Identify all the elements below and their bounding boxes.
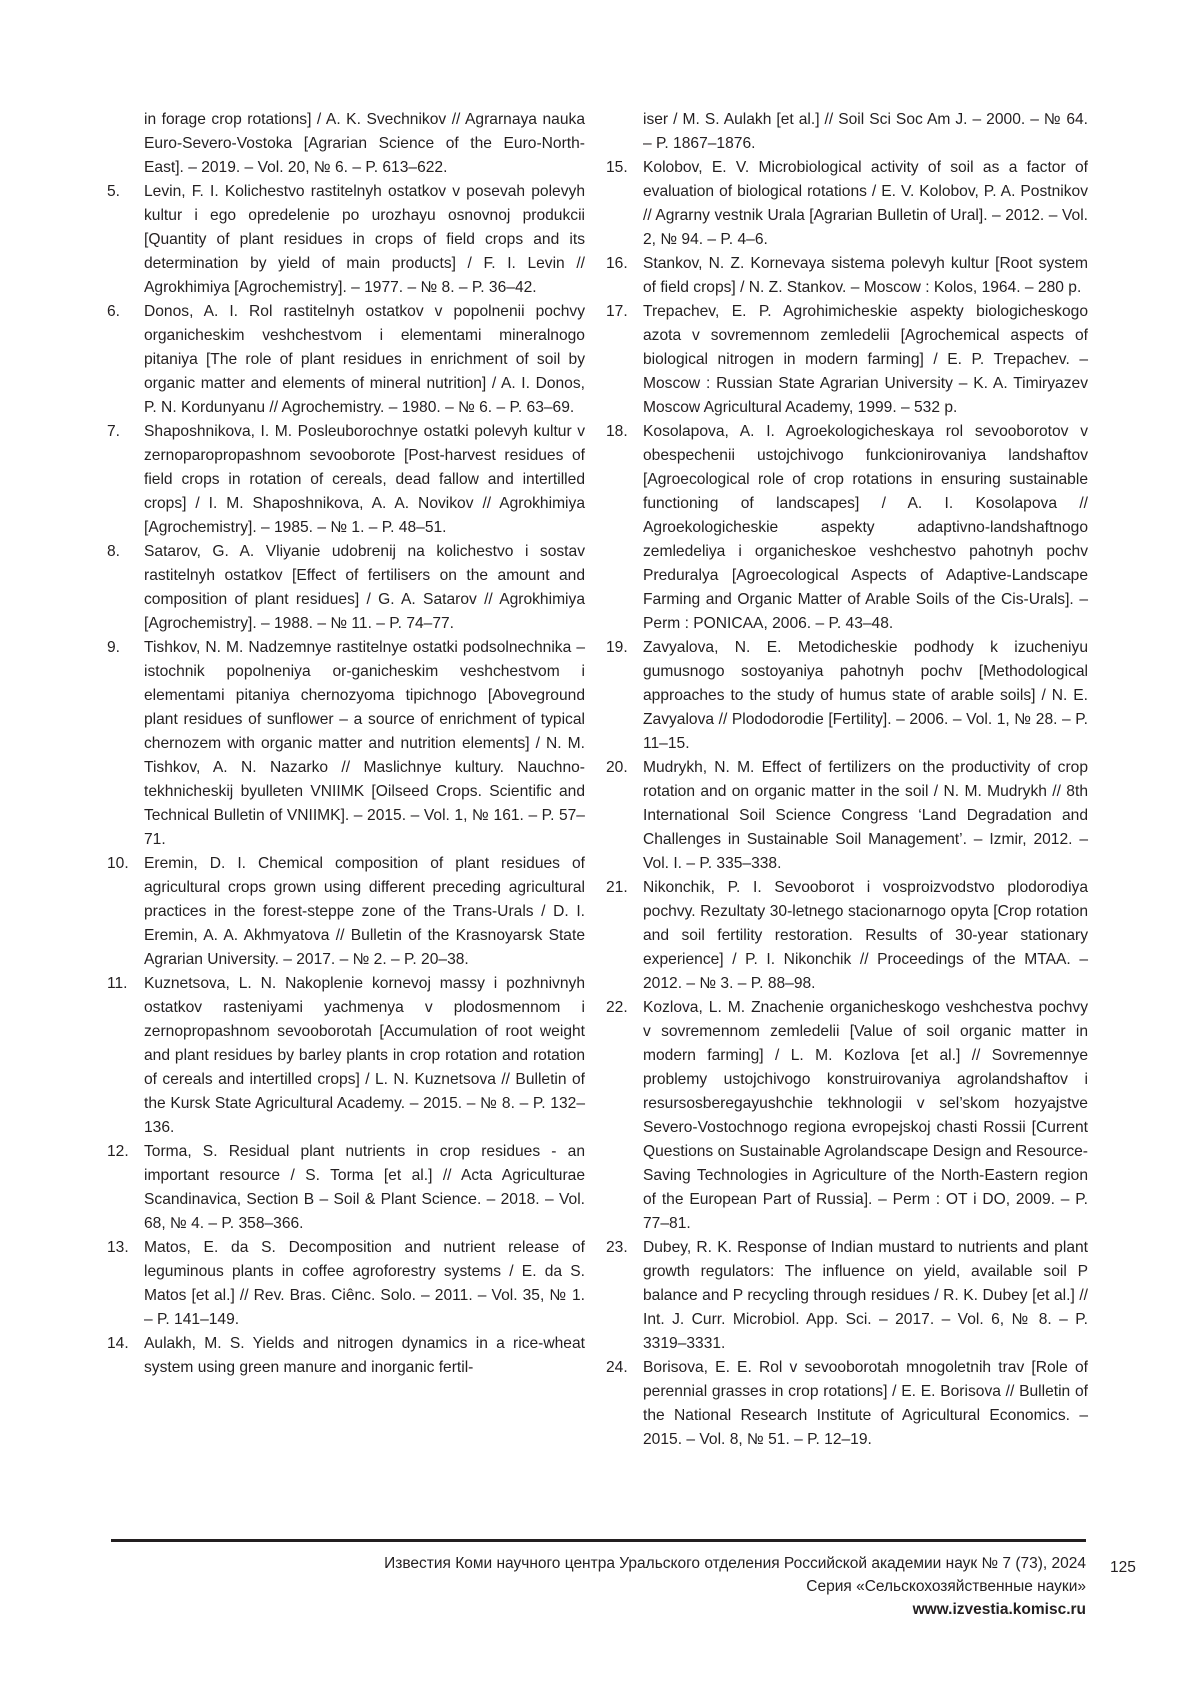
- reference-number: 17.: [606, 303, 628, 320]
- reference-text: Eremin, D. I. Chemical composition of plant residues of agricultural crops grown using different preceding agricultural practices in the forest-steppe zone of the Trans-Urals / D. I. Eremin, A. A. Akhmyatova // Bulletin of the Krasnoyarsk State Agrarian University. – 2017. – № 2. – P. 20–38.: [144, 855, 585, 968]
- left-column: [107, 108, 585, 1380]
- reference-number: 24.: [606, 1359, 628, 1376]
- reference-text: Matos, E. da S. Decomposition and nutrient release of leguminous plants in coffee agroforestry systems / E. da S. Matos [et al.] // Rev. Bras. Ciênc. Solo. – 2011. – Vol. 35, № 1. – P. 141–149.: [144, 1239, 585, 1328]
- reference-number: 21.: [606, 879, 628, 896]
- page-footer: [384, 1552, 1086, 1621]
- reference-text: Donos, A. I. Rol rastitelnyh ostatkov v popolnenii pochvy organicheskim veshchestvom i elementami mineralnogo pitaniya [The role of plant residues in enrichment of soil by organic matter and elements of mineral nutrition] / A. I. Donos, P. N. Kordunyanu // Agrochemistry. – 1980. – № 6. – P. 63–69.: [144, 303, 585, 416]
- reference-text: Shaposhnikova, I. M. Posleuborochnye ostatki polevyh kultur v zernoparopropashnom sevooborote [Post-harvest residues of field crops in rotation of cereals, dead fallow and intertilled crops] / I. M. Shaposhnikova, A. A. Novikov // Agrokhimiya [Agrochemistry]. – 1985. – № 1. – P. 48–51.: [144, 423, 585, 536]
- reference-number: 6.: [107, 303, 121, 320]
- reference-number: 10.: [107, 855, 129, 872]
- reference-item: [107, 420, 585, 540]
- reference-item: [107, 108, 585, 180]
- reference-text: in forage crop rotations] / A. K. Svechnikov // Agrarnaya nauka Euro-Severo-Vostoka [Agrarian Science of the Euro-North-East]. – 2019. – Vol. 20, № 6. – P. 613–622.: [144, 111, 585, 176]
- reference-text: Tishkov, N. M. Nadzemnye rastitelnye ostatki podsolnechnika – istochnik popolneniya or-ganicheskim veshchestvom i elementami pitaniya chernozyoma tipichnogo [Aboveground plant residues of sunflower – a source of enrichment of typical chernozem with organic matter and nutrition elements] / N. M. Tishkov, A. N. Nazarko // Maslichnye kultury. Nauchno-tekhnicheskij byulleten VNIIMK [Oilseed Crops. Scientific and Technical Bulletin of VNIIMK]. – 2015. – Vol. 1, № 161. – P. 57–71.: [144, 639, 585, 848]
- reference-text: Kuznetsova, L. N. Nakoplenie kornevoj massy i pozhnivnyh ostatkov rasteniyami yachmenya v plodosmennom i zernopropashnom sevooborotah [Accumulation of root weight and plant residues by barley plants in crop rotation and rotation of cereals and intertilled crops] / L. N. Kuznetsova // Bulletin of the Kursk State Agricultural Academy. – 2015. – № 8. – P. 132–136.: [144, 975, 585, 1136]
- reference-item: [606, 996, 1088, 1236]
- reference-text: Kozlova, L. M. Znachenie organicheskogo veshchestva pochvy v sovremennom zemledelii [Value of soil organic matter in modern farming] / L. M. Kozlova [et al.] // Sovremennye problemy ustojchivogo konstruirovaniya agrolandshaftov i resursosberegayushchie tekhnologii v sel’skom hozyajstve Severo-Vostochnogo regiona evropejskoj chasti Rossii [Current Questions on Sustainable Agrolandscape Design and Resource-Saving Technologies in Agriculture of the North-Eastern region of the European Part of Russia]. – Perm : OT i DO, 2009. – P. 77–81.: [643, 999, 1088, 1232]
- reference-item: [107, 540, 585, 636]
- reference-number: 14.: [107, 1335, 129, 1352]
- reference-number: 12.: [107, 1143, 129, 1160]
- footer-divider: [111, 1539, 1086, 1542]
- reference-text: Nikonchik, P. I. Sevooborot i vosproizvodstvo plodorodiya pochvy. Rezultaty 30-letnego stacionarnogo opyta [Crop rotation and soil fertility restoration. Results of 30-year stationary experience] / P. I. Nikonchik // Proceedings of the MTAA. – 2012. – № 3. – P. 88–98.: [643, 879, 1088, 992]
- reference-item: [606, 756, 1088, 876]
- reference-item: [606, 420, 1088, 636]
- reference-item: [606, 636, 1088, 756]
- reference-text: Borisova, E. E. Rol v sevooborotah mnogoletnih trav [Role of perennial grasses in crop rotations] / E. E. Borisova // Bulletin of the National Research Institute of Agricultural Economics. – 2015. – Vol. 8, № 51. – P. 12–19.: [643, 1359, 1088, 1448]
- reference-text: Satarov, G. A. Vliyanie udobrenij na kolichestvo i sostav rastitelnyh ostatkov [Effect of fertilisers on the amount and composition of plant residues] / G. A. Satarov // Agrokhimiya [Agrochemistry]. – 1988. – № 11. – P. 74–77.: [144, 543, 585, 632]
- reference-number: 20.: [606, 759, 628, 776]
- reference-text: Stankov, N. Z. Kornevaya sistema polevyh kultur [Root system of field crops] / N. Z. Stankov. – Moscow : Kolos, 1964. – 280 p.: [643, 255, 1088, 296]
- right-column: [606, 108, 1088, 1452]
- reference-text: Kosolapova, A. I. Agroekologicheskaya rol sevooborotov v obespechenii ustojchivogo funkcionirovaniya landshaftov [Agroecological role of crop rotations in ensuring sustainable functioning of landscapes] / A. I. Kosolapova // Agroekologicheskie aspekty adaptivno-landshaftnogo zemledeliya i organicheskoe veshchestvo pahotnyh pochv Preduralya [Agroecological Aspects of Adaptive-Landscape Farming and Organic Matter of Arable Soils of the Cis-Urals]. – Perm : PONICAA, 2006. – P. 43–48.: [643, 423, 1088, 632]
- reference-item: [107, 636, 585, 852]
- reference-number: 16.: [606, 255, 628, 272]
- reference-item: [107, 1236, 585, 1332]
- reference-number: 15.: [606, 159, 628, 176]
- reference-item: [606, 300, 1088, 420]
- reference-item: [606, 1356, 1088, 1452]
- page-number: 125: [1110, 1559, 1136, 1576]
- reference-text: Kolobov, E. V. Microbiological activity of soil as a factor of evaluation of biological rotations / E. V. Kolobov, P. A. Postnikov // Agrarny vestnik Urala [Agrarian Bulletin of Ural]. – 2012. – Vol. 2, № 94. – P. 4–6.: [643, 159, 1088, 248]
- reference-number: 23.: [606, 1239, 628, 1256]
- reference-item: [107, 1140, 585, 1236]
- reference-item: [606, 108, 1088, 156]
- reference-item: [107, 1332, 585, 1380]
- reference-item: [606, 156, 1088, 252]
- reference-text: Levin, F. I. Kolichestvo rastitelnyh ostatkov v posevah polevyh kultur i ego opredelenie po urozhayu osnovnoj produkcii [Quantity of plant residues in crops of field crops and its determination by yield of main products] / F. I. Levin // Agrokhimiya [Agrochemistry]. – 1977. – № 8. – P. 36–42.: [144, 183, 585, 296]
- reference-number: 19.: [606, 639, 628, 656]
- journal-title: Известия Коми научного центра Уральского отделения Российской академии наук № 7 (73), 2024: [384, 1555, 1086, 1572]
- reference-number: 18.: [606, 423, 628, 440]
- reference-text: iser / M. S. Aulakh [et al.] // Soil Sci Soc Am J. – 2000. – № 64. – P. 1867–1876.: [643, 111, 1088, 152]
- reference-number: 7.: [107, 423, 121, 440]
- journal-url[interactable]: www.izvestia.komisc.ru: [912, 1601, 1086, 1618]
- reference-text: Dubey, R. K. Response of Indian mustard to nutrients and plant growth regulators: The influence on yield, available soil P balance and P recycling through residues / R. K. Dubey [et al.] // Int. J. Curr. Microbiol. App. Sci. – 2017. – Vol. 6, № 8. – P. 3319–3331.: [643, 1239, 1088, 1352]
- journal-series: Серия «Сельскохозяйственные науки»: [806, 1578, 1086, 1595]
- reference-number: 9.: [107, 639, 121, 656]
- reference-item: [606, 876, 1088, 996]
- reference-item: [606, 1236, 1088, 1356]
- reference-item: [107, 852, 585, 972]
- reference-number: 22.: [606, 999, 628, 1016]
- reference-number: 11.: [107, 975, 128, 992]
- reference-text: Trepachev, E. P. Agrohimicheskie aspekty biologicheskogo azota v sovremennom zemledelii [Agrochemical aspects of biological nitrogen in modern farming] / E. P. Trepachev. – Moscow : Russian State Agrarian University – K. A. Timiryazev Moscow Agricultural Academy, 1999. – 532 p.: [643, 303, 1088, 416]
- reference-item: [107, 972, 585, 1140]
- reference-item: [606, 252, 1088, 300]
- reference-item: [107, 180, 585, 300]
- reference-number: 13.: [107, 1239, 129, 1256]
- reference-number: 8.: [107, 543, 121, 560]
- reference-text: Aulakh, M. S. Yields and nitrogen dynamics in a rice-wheat system using green manure and inorganic fertil-: [144, 1335, 585, 1376]
- reference-item: [107, 300, 585, 420]
- reference-number: 5.: [107, 183, 121, 200]
- reference-text: Torma, S. Residual plant nutrients in crop residues - an important resource / S. Torma [et al.] // Acta Agriculturae Scandinavica, Section B – Soil & Plant Science. – 2018. – Vol. 68, № 4. – P. 358–366.: [144, 1143, 585, 1232]
- reference-text: Zavyalova, N. E. Metodicheskie podhody k izucheniyu gumusnogo sostoyaniya pahotnyh pochv [Methodological approaches to the study of humus state of arable soils] / N. E. Zavyalova // Plododorodie [Fertility]. – 2006. – Vol. 1, № 28. – P. 11–15.: [643, 639, 1088, 752]
- reference-text: Mudrykh, N. M. Effect of fertilizers on the productivity of crop rotation and on organic matter in the soil / N. M. Mudrykh // 8th International Soil Science Congress ‘Land Degradation and Challenges in Sustainable Soil Management’. – Izmir, 2012. – Vol. I. – P. 335–338.: [643, 759, 1088, 872]
